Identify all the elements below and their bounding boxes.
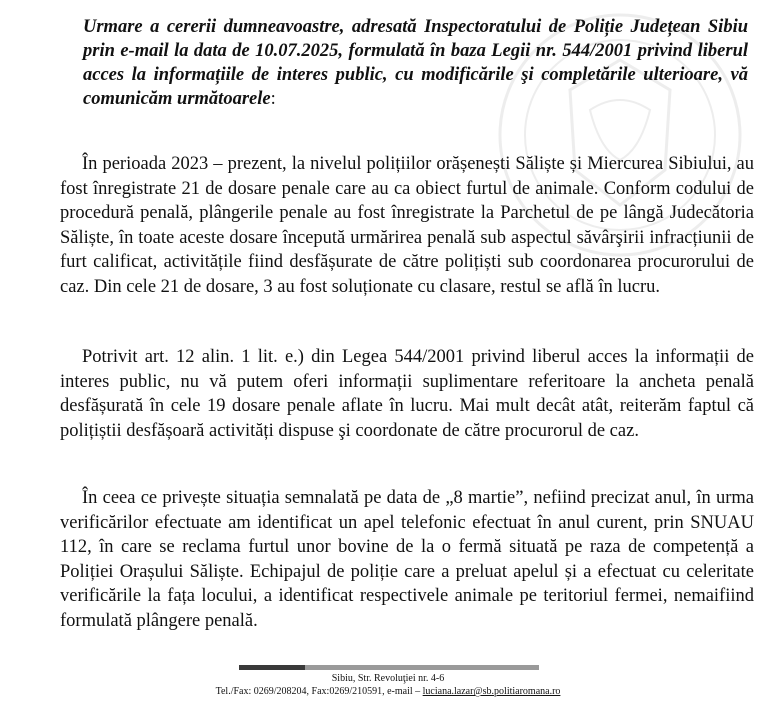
footer-address: Sibiu, Str. Revoluţiei nr. 4-6 — [331, 673, 445, 684]
intro-paragraph — [83, 15, 748, 111]
body-paragraph-1: În perioada 2023 – prezent, la nivelul polițiilor orășenești Săliște și Miercurea Sibiului, au fost înregistrate 21 de dosare penale care au ca obiect furtul de animale. Conform codului de procedură penală, plângerile penale au fost înregistrate la Parchetul de pe lângă Judecătoria Săliște, în toate aceste dosare începută urmărirea penală sub aspectul săvârşirii infracțiunii de furt calificat, activitățile fiind desfășurate de către polițiști sub coordonarea procurorului de caz. Din cele 21 de dosare, 3 au fost soluționate cu clasare, restul se află în lucru. — [60, 154, 754, 297]
body-paragraph-2: Potrivit art. 12 alin. 1 lit. e.) din Legea 544/2001 privind liberul acces la informații de interes public, nu vă putem oferi informații suplimentare referitoare la ancheta penală desfășurată în cele 19 dosare penale aflate în lucru. Mai mult decât atât, reiterăm faptul că polițiștii desfășoară activități dispuse şi coordonate de către procurorul de caz. — [60, 347, 754, 441]
footer-contact — [0, 686, 776, 698]
footer-contact-text: Tel./Fax: 0269/208204, Fax:0269/210591, e-mail – — [215, 686, 423, 697]
footer-divider-bar — [239, 665, 539, 670]
intro-colon: : — [270, 89, 276, 109]
body-paragraph-3: În ceea ce privește situația semnalată pe data de „8 martie”, nefiind precizat anul, în urma verificărilor efectuate am identificat un apel telefonic efectuat în anul curent, prin SNUAU 112, în care se reclama furtul unor bovine de la o fermă situată pe raza de competență a Poliției Orașului Săliște. Echipajul de poliție care a preluat apelul și a efectuat cu celeritate verificările la fața locului, a identificat respectivele animale pe teritoriul fermei, nemaifiind formulată plângere penală. — [60, 488, 754, 631]
intro-text: Urmare a cererii dumneavoastre, adresată Inspectoratului de Poliție Județean Sibiu prin e-mail la data de 10.07.2025, formulată în baza Legii nr. 544/2001 privind liberul acces la informațiile de interes public, cu modificările şi completările ulterioare, vă comunicăm următoarele — [83, 17, 748, 109]
footer-email-link[interactable]: luciana.lazar@sb.politiaromana.ro — [422, 686, 561, 697]
